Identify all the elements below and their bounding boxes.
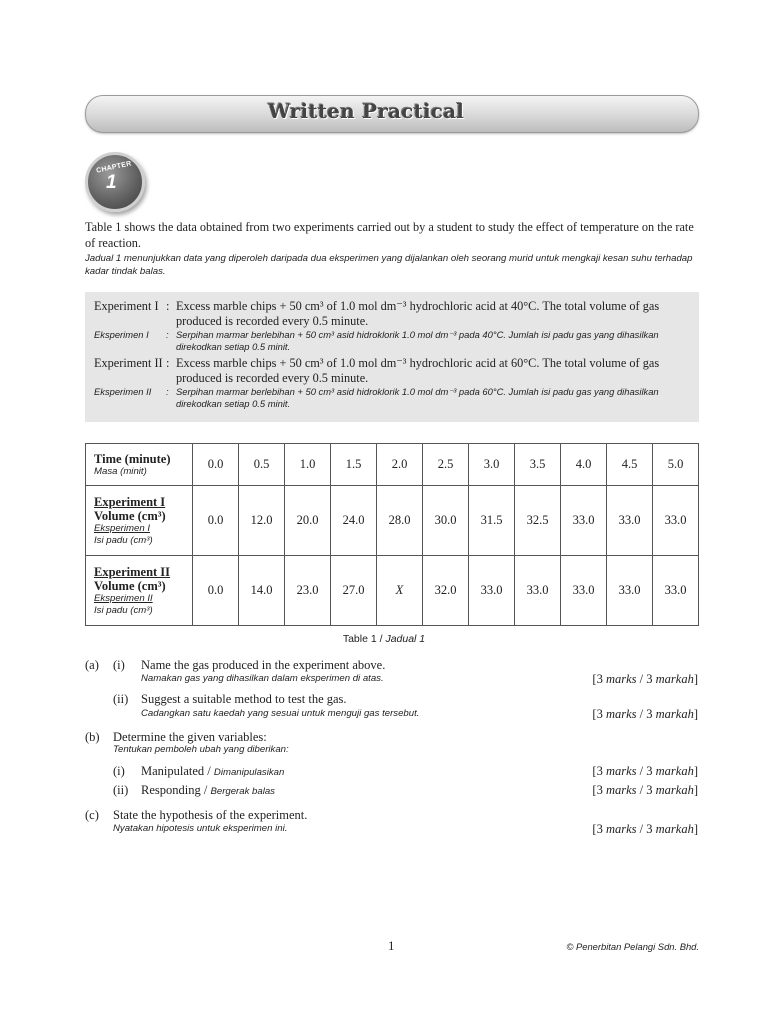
table-cell: 33.0	[561, 556, 607, 626]
question-b-i-label: (i)	[113, 764, 125, 778]
question-a-label: (a)	[85, 658, 99, 672]
experiment-1-text-malay: Serpihan marmar berlebihan + 50 cm³ asid hidroklorik 1.0 mol dm⁻³ pada 40°C. Jumlah isi padu gas yang dihasilkan direkodkan setiap 0.5 minit.	[176, 329, 659, 352]
table-cell: 33.0	[469, 556, 515, 626]
table-cell: 4.0	[561, 444, 607, 486]
table-cell: 4.5	[607, 444, 653, 486]
intro-text: Table 1 shows the data obtained from two experiments carried out by a student to study the effect of temperature on the rate of reaction.	[85, 220, 694, 250]
table-cell: 0.0	[193, 556, 239, 626]
table-cell: 12.0	[239, 486, 285, 556]
question-b-text-malay: Tentukan pemboleh ubah yang diberikan:	[113, 744, 289, 755]
table-cell: 33.0	[561, 486, 607, 556]
question-a-i-text-malay: Namakan gas yang dihasilkan dalam eksperimen di atas.	[141, 673, 384, 684]
experiment-1-label-malay: Eksperimen I	[94, 329, 149, 340]
data-table	[85, 443, 699, 626]
marks-a-i: [3 marks / 3 markah]	[592, 672, 698, 686]
table-cell: 0.0	[193, 444, 239, 486]
question-a-ii-label: (ii)	[113, 692, 129, 706]
table-row	[86, 486, 699, 556]
experiment-2-text: Excess marble chips + 50 cm³ of 1.0 mol dm⁻³ hydrochloric acid at 60°C. The total volume of gas produced is recorded every 0.5 minute.	[176, 356, 660, 385]
row-header-experiment-2: Experiment II Volume (cm³) Eksperimen II Isi padu (cm³)	[86, 556, 193, 626]
table-cell: 1.0	[285, 444, 331, 486]
intro-text-malay: Jadual 1 menunjukkan data yang diperoleh daripada dua eksperimen yang dijalankan oleh seorang murid untuk mengkaji kesan suhu terhadap kadar tindak balas.	[85, 253, 693, 277]
question-b-text: Determine the given variables:	[113, 730, 267, 744]
table-cell: 1.5	[331, 444, 377, 486]
page-title: Written Practical	[268, 99, 465, 123]
question-b-label: (b)	[85, 730, 100, 744]
marks-a-ii: [3 marks / 3 markah]	[592, 707, 698, 721]
table-cell: 0.0	[193, 486, 239, 556]
table-cell: 33.0	[653, 556, 699, 626]
table-cell: 33.0	[607, 556, 653, 626]
chapter-number: 1	[106, 172, 117, 193]
question-b-ii-label: (ii)	[113, 783, 129, 797]
question-c-text-malay: Nyatakan hipotesis untuk eksperimen ini.	[113, 823, 288, 834]
table-cell: 2.5	[423, 444, 469, 486]
experiment-1-text: Excess marble chips + 50 cm³ of 1.0 mol dm⁻³ hydrochloric acid at 40°C. The total volume of gas produced is recorded every 0.5 minute.	[176, 299, 660, 328]
table-cell: 14.0	[239, 556, 285, 626]
table-caption: Table 1 / Jadual 1	[342, 633, 426, 645]
table-cell: 28.0	[377, 486, 423, 556]
question-a-ii-text-malay: Cadangkan satu kaedah yang sesuai untuk menguji gas tersebut.	[141, 708, 420, 719]
table-row	[86, 556, 699, 626]
marks-b-ii: [3 marks / 3 markah]	[592, 783, 698, 797]
question-a-i-text: Name the gas produced in the experiment above.	[141, 658, 386, 672]
table-row	[86, 444, 699, 486]
experiment-2-text-malay: Serpihan marmar berlebihan + 50 cm³ asid hidroklorik 1.0 mol dm⁻³ pada 60°C. Jumlah isi padu gas yang dihasilkan direkodkan setiap 0.5 minit.	[176, 386, 659, 409]
question-a-i-label: (i)	[113, 658, 125, 672]
table-cell: 32.5	[515, 486, 561, 556]
table-cell: 2.0	[377, 444, 423, 486]
question-b-ii-text: Responding / Bergerak balas	[141, 783, 275, 797]
table-cell: 20.0	[285, 486, 331, 556]
table-cell: 27.0	[331, 556, 377, 626]
table-cell-unknown: X	[377, 556, 423, 626]
table-cell: 33.0	[653, 486, 699, 556]
experiment-2-label: Experiment II	[94, 356, 163, 370]
experiment-1-label: Experiment I	[94, 299, 159, 313]
publisher-credit: © Penerbitan Pelangi Sdn. Bhd.	[566, 941, 699, 952]
question-b-i-text: Manipulated / Dimanipulasikan	[141, 764, 285, 778]
table-cell: 3.0	[469, 444, 515, 486]
table-cell: 33.0	[607, 486, 653, 556]
table-cell: 31.5	[469, 486, 515, 556]
question-c-text: State the hypothesis of the experiment.	[113, 808, 308, 822]
chapter-label: CHAPTER	[95, 160, 133, 175]
table-cell: 33.0	[515, 556, 561, 626]
question-c-label: (c)	[85, 808, 99, 822]
table-cell: 30.0	[423, 486, 469, 556]
table-cell: 24.0	[331, 486, 377, 556]
marks-c: [3 marks / 3 markah]	[592, 822, 698, 836]
table-cell: 23.0	[285, 556, 331, 626]
page-number: 1	[388, 938, 395, 953]
table-cell: 3.5	[515, 444, 561, 486]
table-cell: 32.0	[423, 556, 469, 626]
chapter-badge	[85, 152, 145, 212]
question-a-ii-text: Suggest a suitable method to test the gas.	[141, 692, 347, 706]
experiment-2-label-malay: Eksperimen II	[94, 386, 152, 397]
row-header-experiment-1: Experiment I Volume (cm³) Eksperimen I Isi padu (cm³)	[86, 486, 193, 556]
table-cell: 0.5	[239, 444, 285, 486]
marks-b-i: [3 marks / 3 markah]	[592, 764, 698, 778]
table-cell: 5.0	[653, 444, 699, 486]
row-header-time: Time (minute) Masa (minit)	[86, 444, 193, 486]
